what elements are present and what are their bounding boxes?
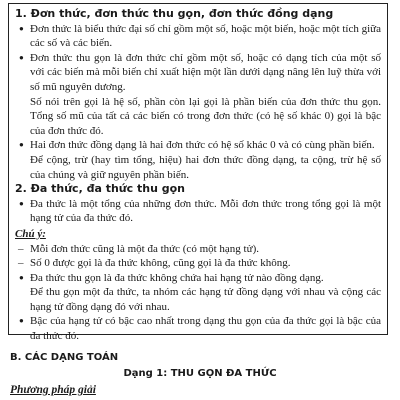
dash-item bbox=[15, 256, 381, 271]
bullet-item bbox=[15, 271, 381, 286]
dash-icon: – bbox=[18, 257, 24, 270]
bullet-icon: ● bbox=[19, 272, 24, 282]
method-heading: Phương pháp giải bbox=[10, 384, 96, 396]
note-text: Số 0 được gọi là đa thức không, cũng gọi là đa thức không. bbox=[30, 257, 291, 270]
dash-item bbox=[15, 242, 381, 257]
note-text: Đa thức thu gọn là đa thức không chứa hai hạng tử nào đồng dạng. bbox=[30, 271, 324, 284]
continuation-text: Để cộng, trừ (hay tìm tổng, hiệu) hai đơn thức đồng dạng, ta cộng, trừ hệ số của chúng và giữ nguyên phần biến. bbox=[30, 153, 381, 181]
bullet-icon: ● bbox=[19, 316, 24, 326]
note-title: Chú ý: bbox=[15, 227, 46, 240]
bullet-icon: ● bbox=[19, 23, 24, 33]
problem-type-title: Dạng 1: THU GỌN ĐA THỨC bbox=[123, 368, 277, 379]
section2-heading: 2. Đa thức, đa thức thu gọn bbox=[15, 182, 185, 196]
continuation-text: Để thu gọn một đa thức, ta nhóm các hạng tử đồng dạng với nhau và cộng các hạng tử đồng dạng đó với nhau. bbox=[30, 286, 381, 313]
bullet-item bbox=[15, 51, 381, 95]
section-b-heading: B. CÁC DẠNG TOÁN bbox=[10, 352, 119, 363]
definition-text: Đa thức là một tổng của những đơn thức. Mỗi đơn thức trong tổng gọi là một hạng tử của đa thức đó. bbox=[30, 197, 381, 225]
definition-text: Đơn thức là biểu thức đại số chỉ gồm một số, hoặc một biến, hoặc một tích giữa các số và các biến. bbox=[30, 22, 381, 50]
bullet-item bbox=[15, 314, 381, 343]
dash-icon: – bbox=[18, 242, 24, 255]
theory-box bbox=[8, 3, 388, 343]
section1-heading: 1. Đơn thức, đơn thức thu gọn, đơn thức đồng dạng bbox=[15, 7, 334, 20]
note-text: Bậc của hạng tử có bậc cao nhất trong dạng thu gọn của đa thức gọi là bậc của đa thức đó. bbox=[30, 315, 381, 343]
bullet-item bbox=[15, 22, 381, 51]
definition-text: Hai đơn thức đồng dạng là hai đơn thức có hệ số khác 0 và có cùng phần biến. bbox=[30, 139, 375, 152]
continuation-text: Số nói trên gọi là hệ số, phần còn lại gọi là phần biến của đơn thức thu gọn. Tổng số mũ của tất cả các biến có trong đơn thức (có hệ số khác 0) gọi là bậc của đơn thức đó. bbox=[30, 95, 381, 137]
definition-text: Đơn thức thu gọn là đơn thức chỉ gồm một số, hoặc có dạng tích của một số với các biến mà mỗi biến chỉ xuất hiện một lần dưới dạng nâng lên luỹ thừa với số mũ nguyên dương. bbox=[30, 51, 381, 93]
note-text: Mỗi đơn thức cũng là một đa thức (có một hạng tử). bbox=[30, 242, 259, 255]
bullet-icon: ● bbox=[19, 140, 24, 150]
bullet-item bbox=[15, 197, 381, 226]
bullet-item bbox=[15, 138, 381, 153]
bullet-icon: ● bbox=[19, 198, 24, 208]
bullet-icon: ● bbox=[19, 52, 24, 62]
